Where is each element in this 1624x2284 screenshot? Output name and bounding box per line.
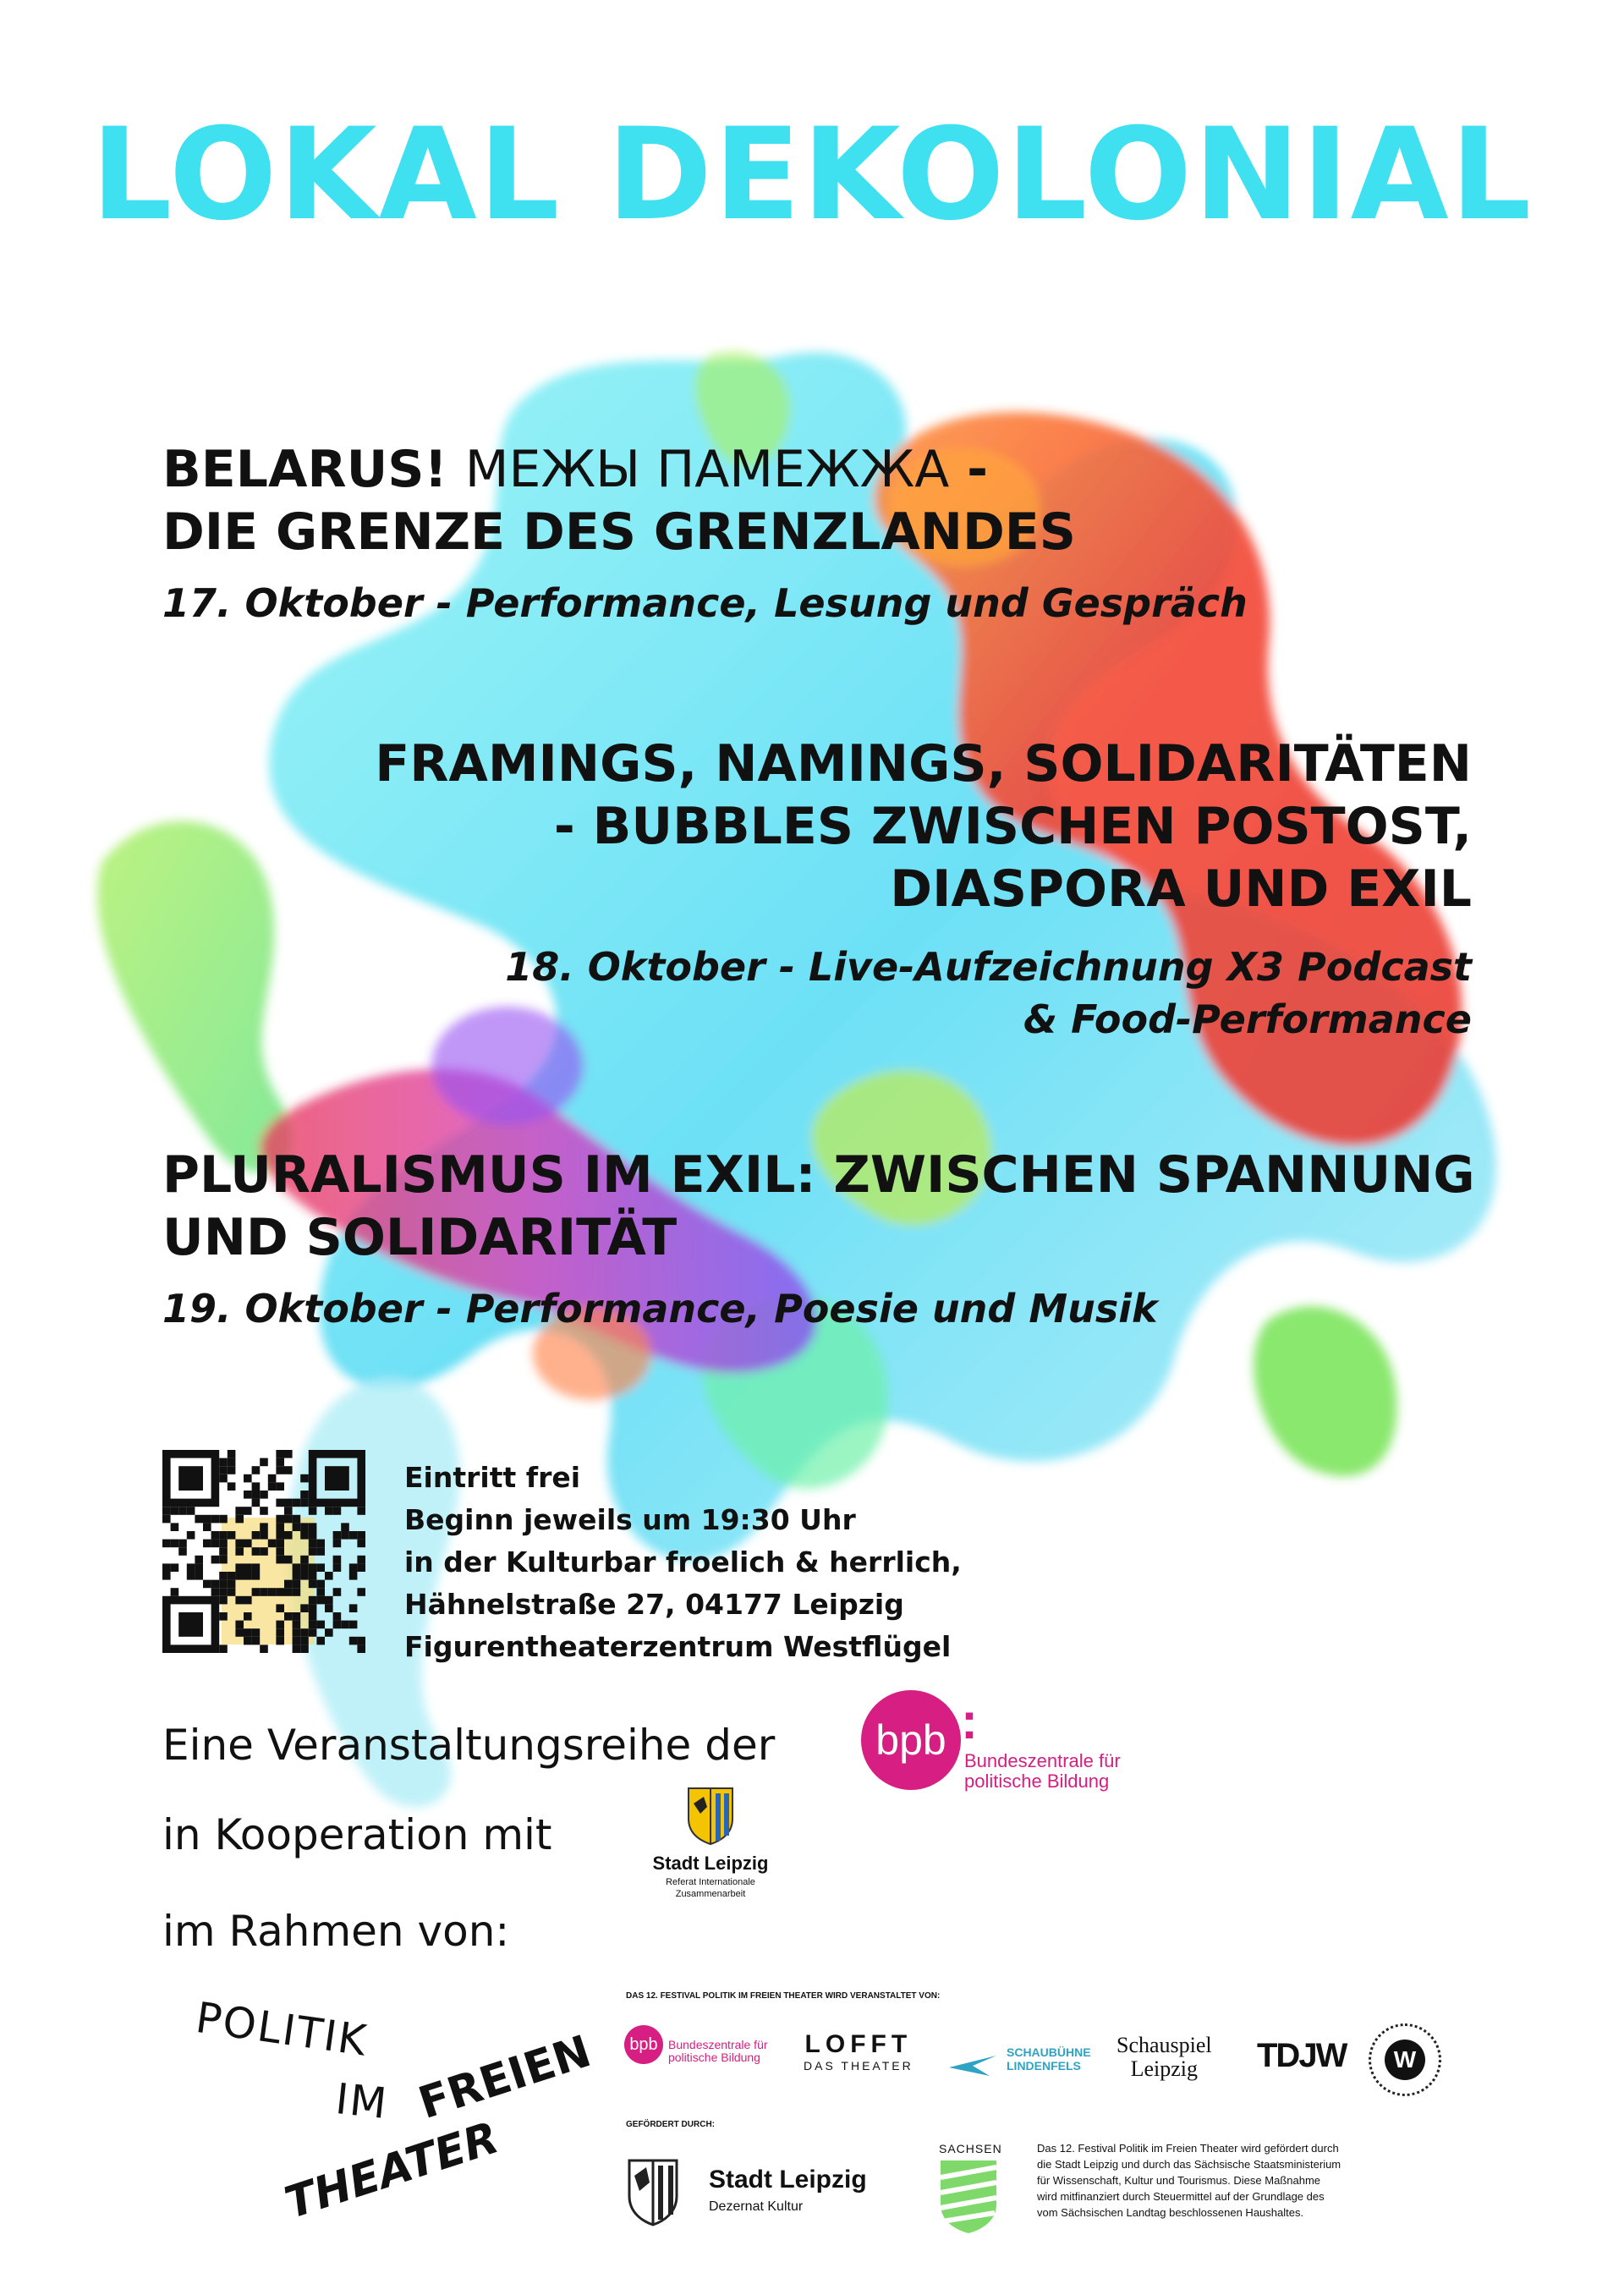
event-2-title-line: DIASPORA UND EXIL xyxy=(890,859,1472,919)
credit-framework: im Rahmen von: xyxy=(162,1907,510,1956)
leipzig-coat-of-arms-icon xyxy=(685,1785,736,1846)
schauspiel-line1: Schauspiel xyxy=(1116,2033,1212,2057)
bpb-line1: Bundeszentrale für xyxy=(964,1750,1121,1771)
event-2-title-line: FRAMINGS, NAMINGS, SOLIDARITÄTEN xyxy=(375,734,1472,793)
event-1-subtitle: 17. Oktober - Performance, Lesung und Gespräch xyxy=(162,580,1248,626)
footer-bpb-abbr: bpb xyxy=(629,2034,658,2054)
funding-text-line: Das 12. Festival Politik im Freien Theater wird gefördert durch xyxy=(1037,2142,1339,2155)
info-line: Hähnelstraße 27, 04177 Leipzig xyxy=(404,1588,904,1621)
organizers-heading: DAS 12. FESTIVAL POLITIK IM FREIEN THEATER WIRD VERANSTALTET VON: xyxy=(626,1991,941,2001)
sachsen-label: SACHSEN xyxy=(939,2142,1002,2155)
schauspiel-line2: Leipzig xyxy=(1130,2056,1199,2081)
event-3-subtitle: 19. Oktober - Performance, Poesie und Musik xyxy=(162,1286,1158,1331)
credit-series: Eine Veranstaltungsreihe der xyxy=(162,1721,776,1770)
bpb-logo-abbr: bpb xyxy=(875,1716,946,1764)
event-3-title-line: PLURALISMUS IM EXIL: ZWISCHEN SPANNUNG xyxy=(162,1145,1475,1205)
event-2-subtitle xyxy=(505,941,1472,1046)
event-1-title-dash: - xyxy=(967,440,989,499)
schaubuehne-logo[interactable] xyxy=(1007,2045,1091,2073)
footer-bpb-line1: Bundeszentrale für xyxy=(668,2038,768,2051)
funding-text xyxy=(1037,2140,1460,2221)
footer-stadt-leipzig-name: Stadt Leipzig xyxy=(709,2166,867,2193)
tdjw-logo[interactable]: TDJW xyxy=(1257,2037,1347,2074)
bpb-logo[interactable] xyxy=(861,1690,961,1790)
schaubuehne-star-icon xyxy=(947,2052,998,2078)
stadt-leipzig-subtitle xyxy=(643,1876,778,1900)
qr-code[interactable] xyxy=(162,1450,365,1653)
bpb-logo-colon: : xyxy=(961,1693,978,1749)
footer-bpb-logo[interactable] xyxy=(624,2025,663,2064)
westfluegel-mark: W xyxy=(1385,2040,1425,2080)
event-info-block xyxy=(404,1457,962,1668)
funding-text-line: wird mitfinanziert durch Steuermittel auf der Grundlage des xyxy=(1037,2190,1325,2203)
pit-logo-line2b: FREIEN xyxy=(413,2026,597,2130)
schaubuehne-line1: SCHAUBÜHNE xyxy=(1007,2045,1091,2059)
lofft-line1: LOFFT xyxy=(804,2030,913,2058)
info-line: Figurentheaterzentrum Westflügel xyxy=(404,1630,952,1663)
schauspiel-leipzig-logo[interactable] xyxy=(1116,2034,1212,2081)
funding-text-line: für Wissenschaft, Kultur und Tourismus. Diese Maßnahme xyxy=(1037,2174,1321,2187)
lofft-line2: DAS THEATER xyxy=(804,2059,914,2073)
westfluegel-logo[interactable] xyxy=(1369,2023,1441,2096)
pit-logo-line2a: IM xyxy=(332,2074,391,2129)
stadt-leipzig-name: Stadt Leipzig xyxy=(652,1853,769,1874)
stadt-sub1: Referat Internationale xyxy=(666,1877,755,1887)
footer-bpb-text xyxy=(668,2039,768,2064)
event-2-title-line: - BUBBLES ZWISCHEN POSTOST, xyxy=(553,797,1472,856)
bpb-line2: politische Bildung xyxy=(964,1771,1110,1792)
leipzig-coat-of-arms-icon xyxy=(626,2157,680,2228)
event-2-subtitle-line: & Food-Performance xyxy=(1023,997,1472,1042)
funded-heading: GEFÖRDERT DURCH: xyxy=(626,2120,715,2129)
stadt-sub2: Zusammenarbeit xyxy=(675,1889,746,1899)
event-1-title-line2: DIE GRENZE DES GRENZLANDES xyxy=(162,502,1076,562)
event-2-title xyxy=(375,733,1472,920)
footer-stadt-leipzig-sub: Dezernat Kultur xyxy=(709,2199,804,2214)
schaubuehne-line2: LINDENFELS xyxy=(1007,2059,1081,2073)
pit-logo-line1: POLITIK xyxy=(192,1993,371,2066)
footer-bpb-line2: politische Bildung xyxy=(668,2051,760,2064)
lofft-logo[interactable] xyxy=(804,2030,914,2073)
event-3-title-line: UND SOLIDARITÄT xyxy=(162,1208,678,1267)
info-line: in der Kulturbar froelich & herrlich, xyxy=(404,1546,962,1578)
event-1-title xyxy=(162,438,1076,563)
poster-title: LOKAL DEKOLONIAL xyxy=(91,102,1533,249)
event-1-title-bold: BELARUS! xyxy=(162,440,447,499)
funding-text-line: die Stadt Leipzig und durch das Sächsische Staatsministerium xyxy=(1037,2158,1341,2171)
event-1-title-cyrillic: МЕЖЫ ПАМЕЖЖА xyxy=(464,440,950,499)
event-2-subtitle-line: 18. Oktober - Live-Aufzeichnung X3 Podcast xyxy=(505,944,1472,990)
credit-cooperation: in Kooperation mit xyxy=(162,1810,552,1859)
info-line: Beginn jeweils um 19:30 Uhr xyxy=(404,1503,856,1536)
pit-logo-line3: THEATER xyxy=(279,2112,505,2230)
bpb-logo-text xyxy=(964,1751,1121,1792)
info-line: Eintritt frei xyxy=(404,1461,581,1494)
event-3-title xyxy=(162,1144,1475,1269)
funding-text-line: vom Sächsischen Landtag beschlossenen Haushaltes. xyxy=(1037,2206,1304,2219)
sachsen-coat-of-arms-icon xyxy=(939,2159,998,2235)
